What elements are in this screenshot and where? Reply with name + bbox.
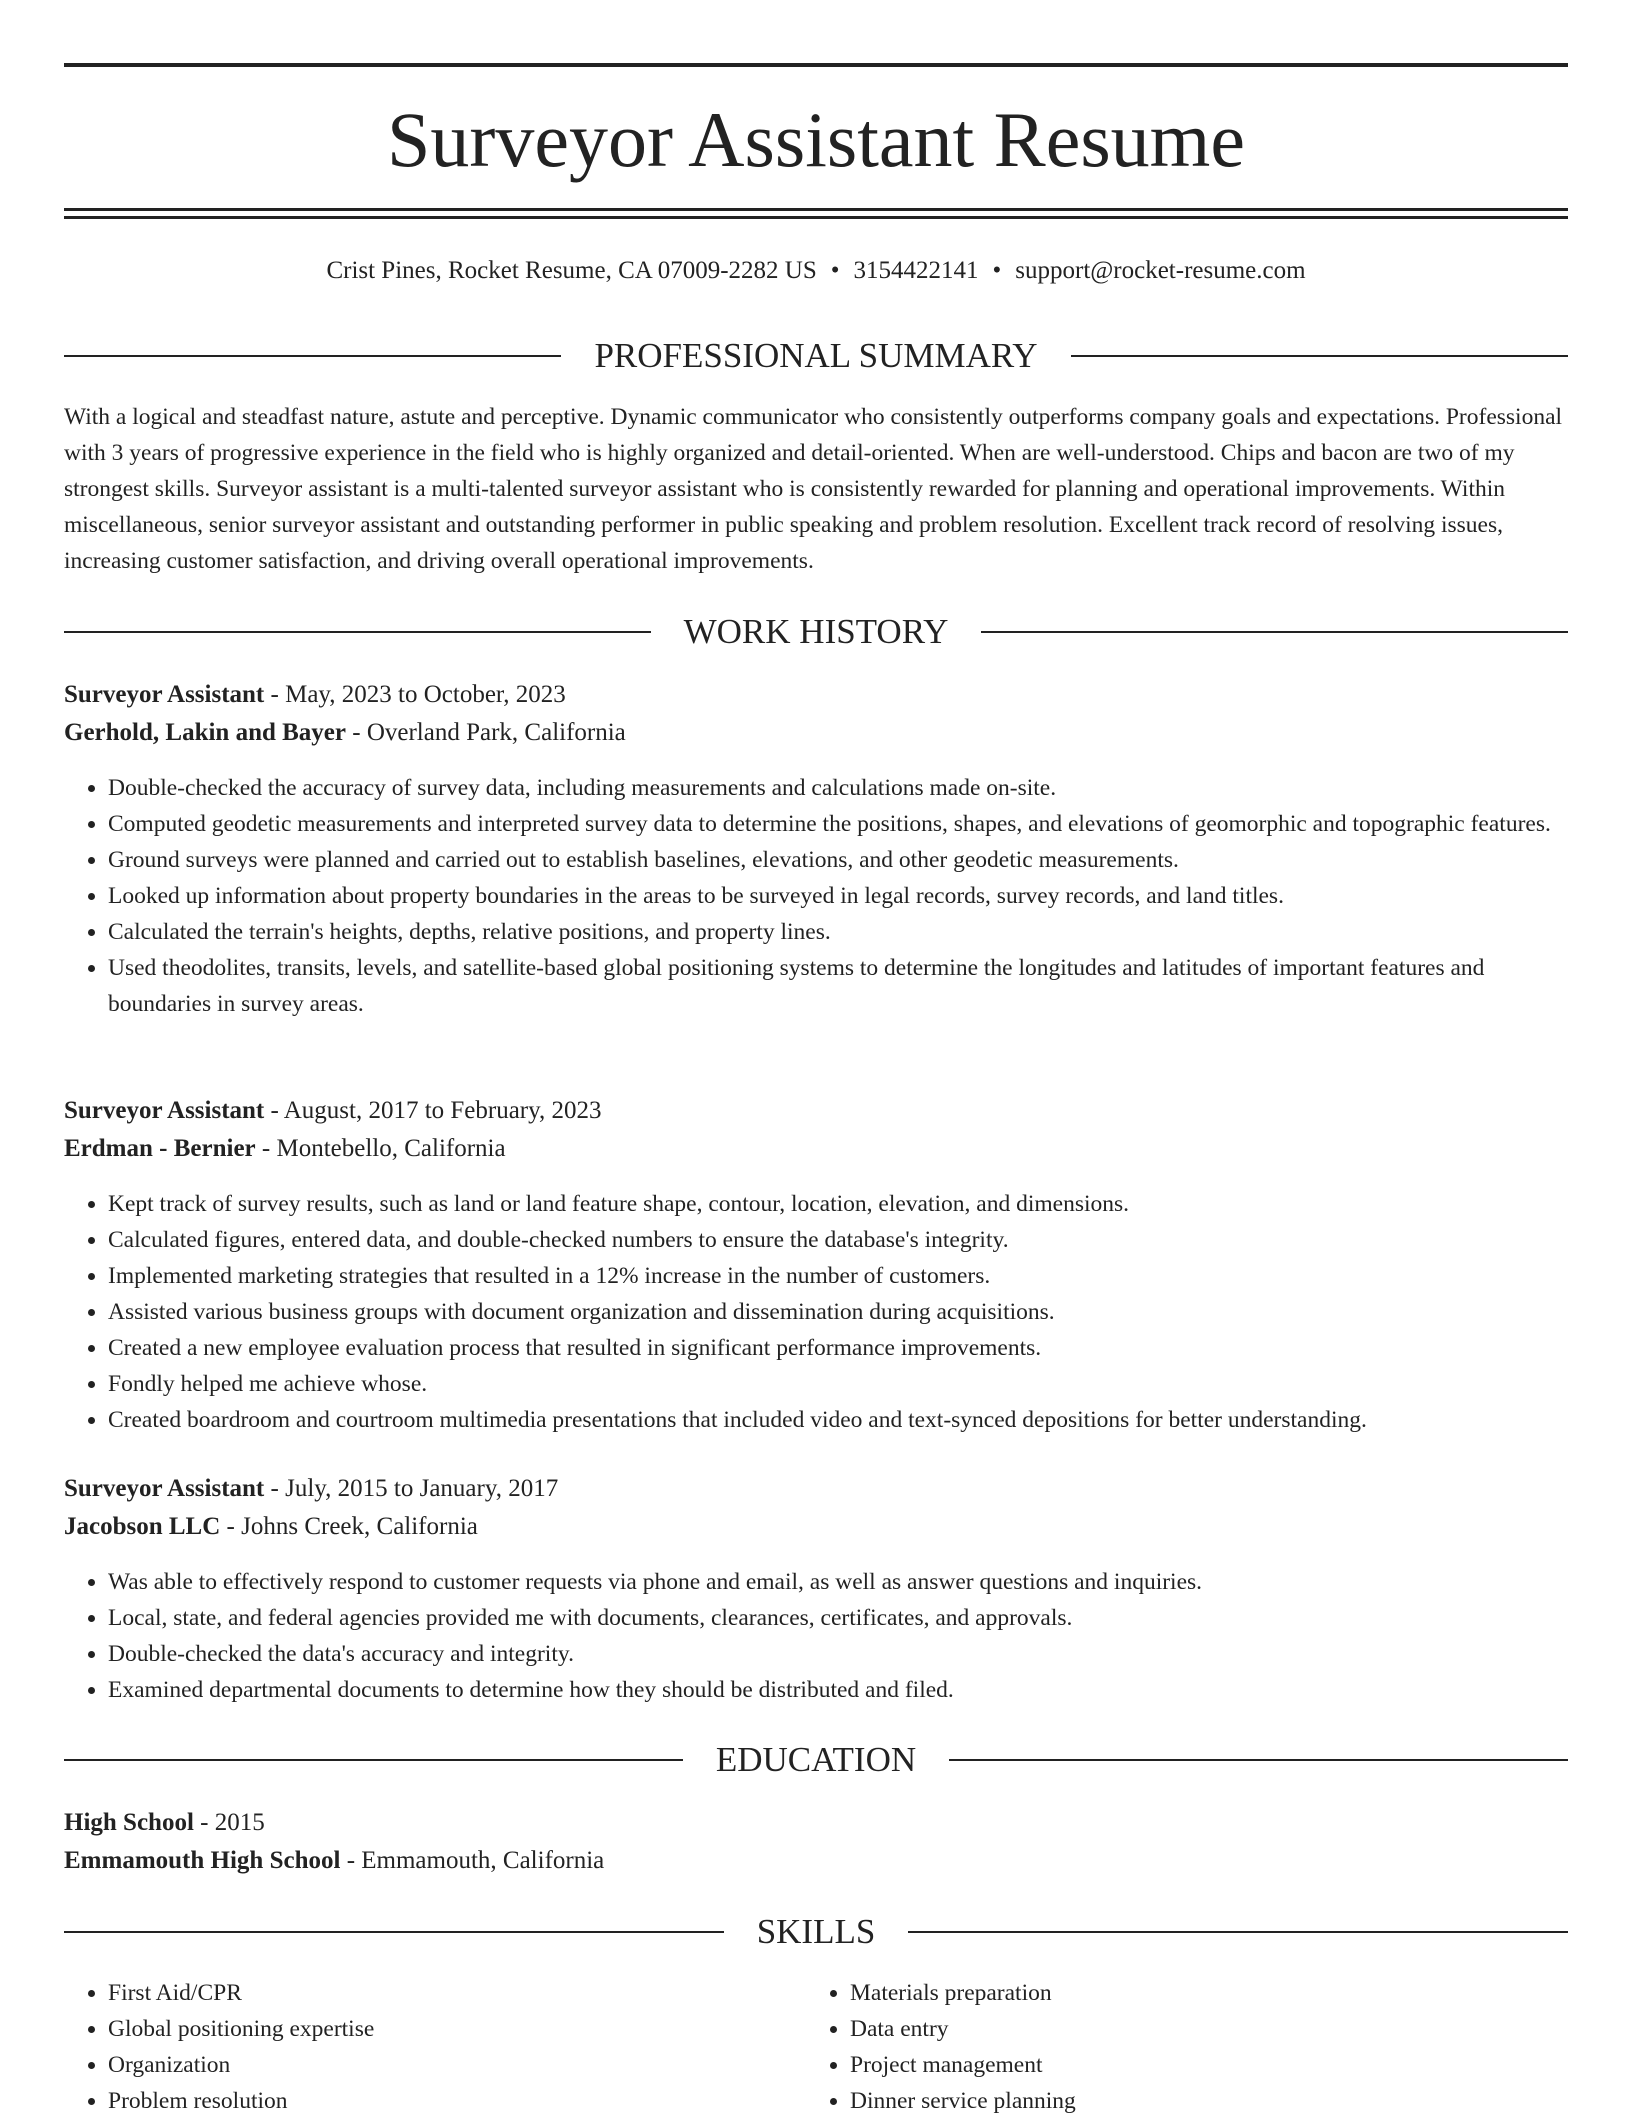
contact-separator: • xyxy=(992,257,1002,284)
job-bullets xyxy=(64,1186,1568,1438)
resume-title: Surveyor Assistant Resume xyxy=(387,96,1245,183)
contact-email: support@rocket-resume.com xyxy=(1015,257,1306,284)
list-item: • Local, state, and federal agencies provided me with documents, clearances, certificates, and approvals. xyxy=(108,1600,1568,1636)
list-item: • First Aid/CPR xyxy=(108,1975,764,2011)
skills-list-left xyxy=(64,1975,764,2119)
section-heading-work-history xyxy=(64,610,1568,654)
section-heading-education xyxy=(64,1738,1568,1782)
title-rule-lower xyxy=(64,216,1568,219)
section-heading-skills xyxy=(64,1910,1568,1954)
job-company: Jacobson LLC xyxy=(64,1513,221,1540)
list-item: • Problem resolution xyxy=(108,2083,764,2119)
summary-text: With a logical and steadfast nature, astute and perceptive. Dynamic communicator who consistently outperforms company goals and expectations. Professional with 3 years of progressive experience in the field who is highly organized and detail-oriented. When are well-understood. Chips and bacon are two of my strongest skills. Surveyor assistant is a multi-talented surveyor assistant who is consistently rewarded for planning and operational improvements. Within miscellaneous, senior surveyor assistant and outstanding performer in public speaking and problem resolution. Excellent track record of resolving issues, increasing customer satisfaction, and driving overall operational improvements. xyxy=(64,404,1563,574)
job-company-line xyxy=(64,714,1568,752)
heading-rule xyxy=(64,1759,683,1761)
job-company-line xyxy=(64,1508,1568,1546)
education-school: Emmamouth High School xyxy=(64,1847,341,1874)
list-item: • Created a new employee evaluation process that resulted in significant performance improvements. xyxy=(108,1330,1568,1366)
list-item: • Created boardroom and courtroom multimedia presentations that included video and text-synced depositions for better understanding. xyxy=(108,1402,1568,1438)
job-location: - Montebello, California xyxy=(255,1135,506,1162)
list-item: • Dinner service planning xyxy=(850,2083,1506,2119)
job-bullets xyxy=(64,770,1568,1022)
job-bullets xyxy=(64,1564,1568,1708)
skills-list-right xyxy=(806,1975,1506,2119)
contact-phone: 3154422141 xyxy=(853,257,979,284)
job-title-line xyxy=(64,1470,1568,1508)
job-location: - Johns Creek, California xyxy=(220,1513,478,1540)
list-item: • Examined departmental documents to determine how they should be distributed and filed. xyxy=(108,1672,1568,1708)
heading-rule xyxy=(981,631,1568,633)
education-location: - Emmamouth, California xyxy=(340,1847,605,1874)
list-item: • Used theodolites, transits, levels, and satellite-based global positioning systems to determine the longitudes and latitudes of important features and boundaries in survey areas. xyxy=(108,950,1568,1022)
contact-line xyxy=(64,254,1568,288)
job-title-line xyxy=(64,1092,1568,1130)
education-degree: High School xyxy=(64,1809,194,1836)
section-heading-summary xyxy=(64,334,1568,378)
job-dates: - May, 2023 to October, 2023 xyxy=(264,681,566,708)
job-company-line xyxy=(64,1130,1568,1168)
list-item: • Double-checked the accuracy of survey data, including measurements and calculations made on-site. xyxy=(108,770,1568,806)
list-item: • Project management xyxy=(850,2047,1506,2083)
job-dates: - August, 2017 to February, 2023 xyxy=(264,1097,602,1124)
job-company: Erdman - Bernier xyxy=(64,1135,256,1162)
job-title: Surveyor Assistant xyxy=(64,681,265,708)
list-item: • Organization xyxy=(108,2047,764,2083)
education-school-line xyxy=(64,1842,1568,1880)
list-item: • Data entry xyxy=(850,2011,1506,2047)
list-item: • Fondly helped me achieve whose. xyxy=(108,1366,1568,1402)
list-item: • Implemented marketing strategies that resulted in a 12% increase in the number of customers. xyxy=(108,1258,1568,1294)
list-item: • Looked up information about property boundaries in the areas to be surveyed in legal records, survey records, and land titles. xyxy=(108,878,1568,914)
job-company: Gerhold, Lakin and Bayer xyxy=(64,719,346,746)
education-year: - 2015 xyxy=(193,1809,265,1836)
heading-rule xyxy=(64,1931,724,1933)
heading-rule xyxy=(64,355,561,357)
section-title: PROFESSIONAL SUMMARY xyxy=(594,336,1038,375)
job-title: Surveyor Assistant xyxy=(64,1475,265,1502)
job-location: - Overland Park, California xyxy=(346,719,626,746)
job-title: Surveyor Assistant xyxy=(64,1097,265,1124)
job-dates: - July, 2015 to January, 2017 xyxy=(264,1475,559,1502)
heading-rule xyxy=(64,631,651,633)
list-item: • Global positioning expertise xyxy=(108,2011,764,2047)
list-item: • Calculated figures, entered data, and double-checked numbers to ensure the database's integrity. xyxy=(108,1222,1568,1258)
section-title: EDUCATION xyxy=(715,1740,917,1779)
education-degree-line xyxy=(64,1804,1568,1842)
heading-rule xyxy=(1071,355,1568,357)
list-item: • Kept track of survey results, such as land or land feature shape, contour, location, elevation, and dimensions. xyxy=(108,1186,1568,1222)
heading-rule xyxy=(949,1759,1568,1761)
list-item: • Computed geodetic measurements and interpreted survey data to determine the positions, shapes, and elevations of geomorphic and topographic features. xyxy=(108,806,1568,842)
section-title: WORK HISTORY xyxy=(683,612,949,651)
title-rule-upper xyxy=(64,208,1568,211)
job-title-line xyxy=(64,676,1568,714)
contact-separator: • xyxy=(830,257,840,284)
list-item: • Double-checked the data's accuracy and integrity. xyxy=(108,1636,1568,1672)
top-rule xyxy=(64,63,1568,67)
list-item: • Ground surveys were planned and carried out to establish baselines, elevations, and other geodetic measurements. xyxy=(108,842,1568,878)
list-item: • Was able to effectively respond to customer requests via phone and email, as well as answer questions and inquiries. xyxy=(108,1564,1568,1600)
heading-rule xyxy=(908,1931,1568,1933)
contact-address: Crist Pines, Rocket Resume, CA 07009-2282 US xyxy=(326,257,817,284)
list-item: • Calculated the terrain's heights, depths, relative positions, and property lines. xyxy=(108,914,1568,950)
list-item: • Materials preparation xyxy=(850,1975,1506,2011)
section-title: SKILLS xyxy=(756,1912,876,1951)
list-item: • Assisted various business groups with document organization and dissemination during acquisitions. xyxy=(108,1294,1568,1330)
